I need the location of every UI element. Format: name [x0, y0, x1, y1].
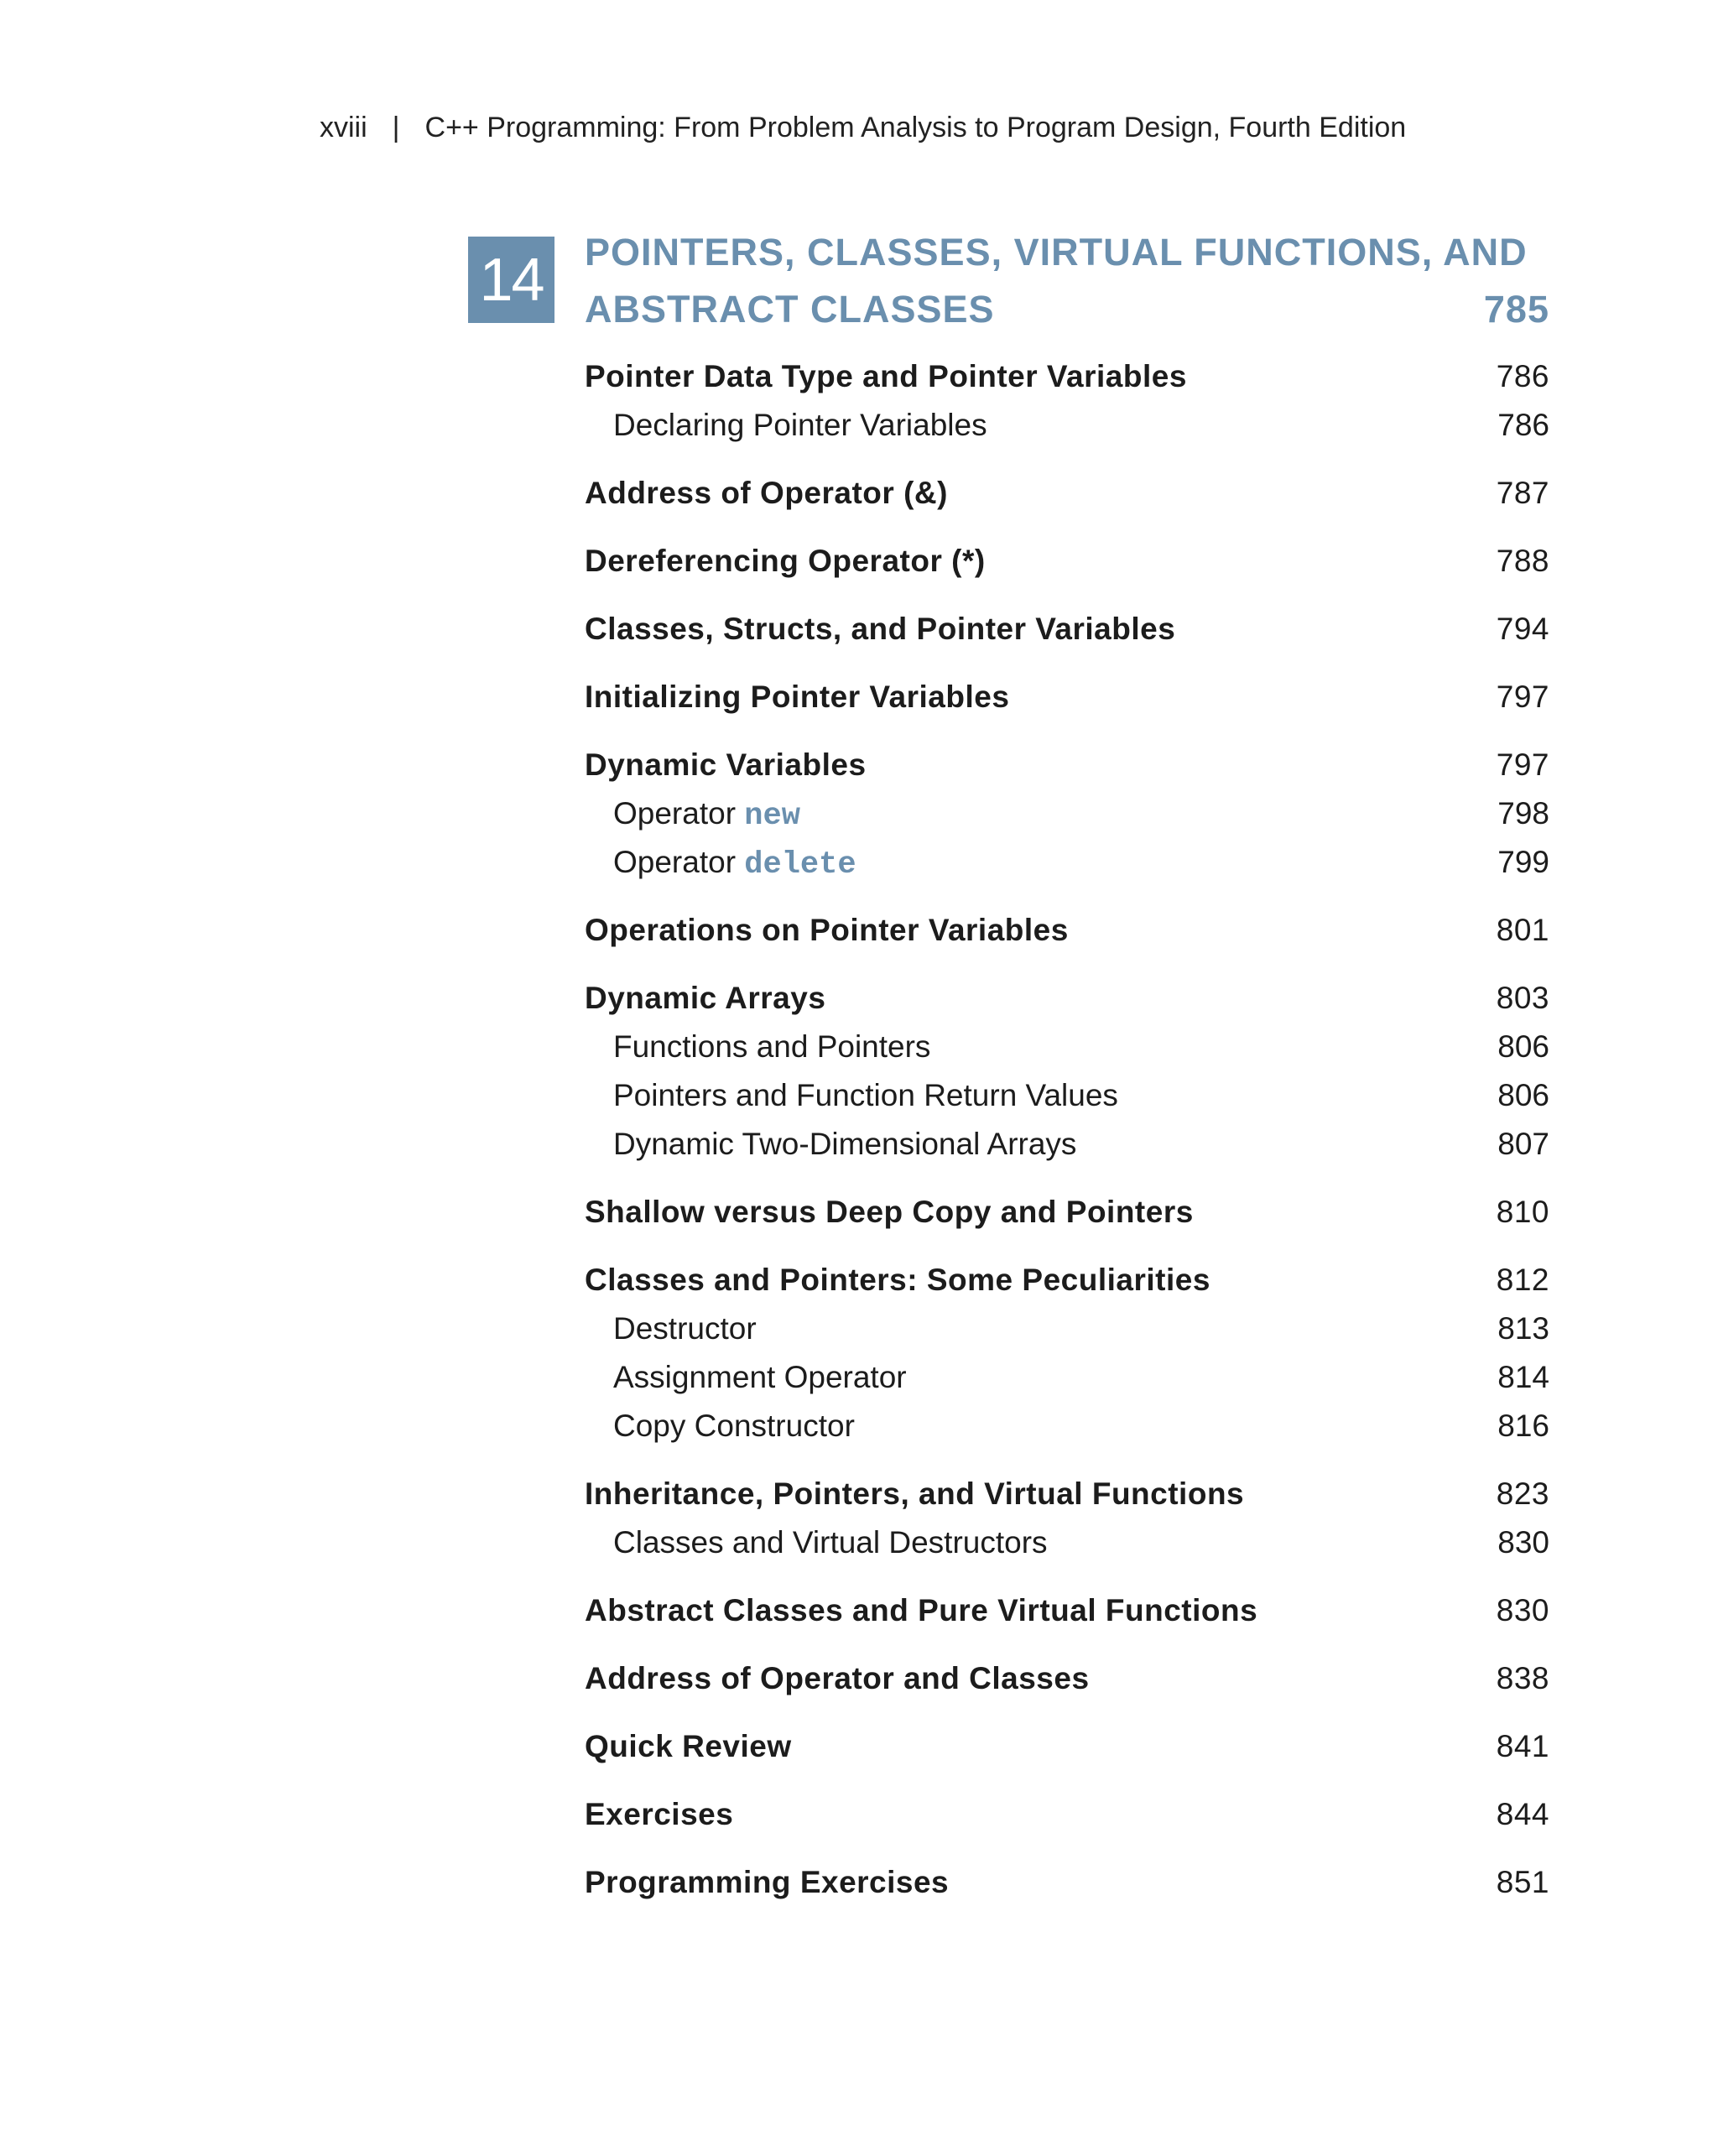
toc-entry-page: 787: [1496, 476, 1549, 510]
toc-entry-title: [613, 401, 987, 450]
toc-entry-section: [585, 1470, 1549, 1518]
toc-entry-section: [585, 469, 1549, 518]
toc-entry-page: 816: [1497, 1409, 1549, 1443]
chapter-page-number: 785: [1483, 288, 1549, 331]
toc-entry-title-text: Abstract Classes and Pure Virtual Functions: [585, 1593, 1258, 1627]
toc-entry-title-text: Copy Constructor: [613, 1409, 855, 1443]
toc-entry-title: [613, 1353, 907, 1402]
toc-entry-title-text: Quick Review: [585, 1729, 792, 1763]
toc-entry-keyword: new: [744, 799, 800, 834]
toc-entry-title: [585, 1188, 1194, 1237]
toc-entry-page: 798: [1497, 796, 1549, 831]
toc-entry-title: [585, 1722, 792, 1771]
toc-entry-title: [613, 838, 856, 889]
toc-entry-subsection: [585, 1120, 1549, 1169]
toc-spacer: [585, 450, 1549, 469]
toc-entry-title: [585, 1654, 1090, 1703]
toc-entry-section: [585, 352, 1549, 401]
chapter-title-line2: ABSTRACT CLASSES: [585, 288, 995, 331]
toc-entry-title: [585, 1256, 1210, 1305]
toc-entry-page: 797: [1496, 680, 1549, 714]
toc-entry-page: 813: [1497, 1311, 1549, 1346]
toc-entry-title-text: Classes and Pointers: Some Peculiarities: [585, 1263, 1210, 1297]
toc-entry-page: 799: [1497, 845, 1549, 879]
toc-entry-title-text: Assignment Operator: [613, 1360, 907, 1394]
toc-entry-subsection: [585, 1402, 1549, 1450]
toc-spacer: [585, 721, 1549, 741]
toc-entry-title-text: Dynamic Arrays: [585, 981, 826, 1015]
toc-entry-title: [613, 1023, 930, 1071]
toc-entry-subsection: [585, 1023, 1549, 1071]
toc-entry-title-text: Dynamic Two-Dimensional Arrays: [613, 1127, 1077, 1161]
toc-entry-title-text: Destructor: [613, 1311, 757, 1346]
toc-entry-title: [613, 1071, 1118, 1120]
toc-entry-page: 823: [1496, 1476, 1549, 1511]
running-head: [320, 107, 1406, 148]
toc-entry-title: [613, 1518, 1048, 1567]
toc-entry-section: [585, 1654, 1549, 1703]
toc-entry-title-text: Exercises: [585, 1797, 734, 1831]
book-title: C++ Programming: From Problem Analysis to Program Design, Fourth Edition: [424, 112, 1407, 143]
chapter-title: [585, 224, 1549, 338]
toc-entry-subsection: [585, 789, 1549, 838]
toc-entry-page: 812: [1496, 1263, 1549, 1297]
toc-entry-page: 786: [1496, 359, 1549, 393]
toc-spacer: [585, 1237, 1549, 1256]
toc-entry-section: [585, 1858, 1549, 1907]
toc-spacer: [585, 887, 1549, 906]
toc-entry-subsection: [585, 1518, 1549, 1567]
toc-entry-title-text: Classes and Virtual Destructors: [613, 1525, 1048, 1560]
toc-entry-section: [585, 1722, 1549, 1771]
toc-entry-title-text: Declaring Pointer Variables: [613, 408, 987, 442]
toc-entry-page: 810: [1496, 1195, 1549, 1229]
table-of-contents: [585, 352, 1549, 1907]
toc-entry-title-text: Operator: [613, 796, 745, 831]
toc-entry-keyword: delete: [744, 847, 856, 883]
toc-entry-title: [585, 673, 1009, 721]
toc-entry-page: 797: [1496, 747, 1549, 782]
toc-entry-title: [613, 1120, 1076, 1169]
toc-entry-subsection: [585, 1353, 1549, 1402]
toc-entry-title-text: Programming Exercises: [585, 1865, 950, 1899]
toc-entry-section: [585, 1586, 1549, 1635]
toc-spacer: [585, 955, 1549, 974]
toc-entry-title: [585, 741, 867, 789]
toc-entry-page: 803: [1496, 981, 1549, 1015]
toc-entry-title-text: Shallow versus Deep Copy and Pointers: [585, 1195, 1194, 1229]
chapter-number-badge: 14: [468, 237, 554, 323]
toc-entry-page: 814: [1497, 1360, 1549, 1394]
toc-entry-page: 788: [1496, 544, 1549, 578]
toc-entry-section: [585, 1256, 1549, 1305]
toc-entry-subsection: [585, 838, 1549, 887]
running-head-separator: |: [392, 112, 400, 143]
toc-spacer: [585, 1839, 1549, 1858]
toc-entry-subsection: [585, 1071, 1549, 1120]
toc-entry-page: 841: [1496, 1729, 1549, 1763]
toc-entry-title: [585, 974, 825, 1023]
toc-entry-title: [585, 1470, 1244, 1518]
toc-entry-title: [585, 352, 1187, 401]
toc-entry-page: 801: [1496, 913, 1549, 947]
chapter-title-row2: [585, 281, 1549, 338]
toc-entry-title-text: Operator: [613, 845, 745, 879]
toc-entry-title: [585, 1858, 949, 1907]
toc-entry-title: [585, 1586, 1257, 1635]
toc-spacer: [585, 654, 1549, 673]
toc-entry-title: [613, 789, 800, 841]
toc-spacer: [585, 518, 1549, 537]
toc-entry-page: 844: [1496, 1797, 1549, 1831]
toc-entry-section: [585, 906, 1549, 955]
toc-entry-title: [613, 1402, 855, 1450]
toc-entry-title: [585, 469, 948, 518]
toc-entry-section: [585, 1188, 1549, 1237]
toc-entry-section: [585, 1790, 1549, 1839]
toc-spacer: [585, 1450, 1549, 1470]
toc-entry-page: 806: [1497, 1029, 1549, 1064]
toc-entry-page: 794: [1496, 612, 1549, 646]
toc-entry-page: 830: [1496, 1593, 1549, 1627]
toc-entry-title-text: Dynamic Variables: [585, 747, 867, 782]
page-number: xviii: [320, 112, 367, 143]
toc-entry-page: 807: [1497, 1127, 1549, 1161]
toc-entry-title-text: Functions and Pointers: [613, 1029, 931, 1064]
toc-entry-page: 838: [1496, 1661, 1549, 1695]
toc-entry-section: [585, 741, 1549, 789]
toc-entry-title-text: Pointers and Function Return Values: [613, 1078, 1118, 1112]
toc-entry-title-text: Address of Operator (&): [585, 476, 948, 510]
toc-entry-subsection: [585, 1305, 1549, 1353]
toc-entry-page: 806: [1497, 1078, 1549, 1112]
toc-entry-subsection: [585, 401, 1549, 450]
toc-entry-title-text: Dereferencing Operator (*): [585, 544, 986, 578]
toc-spacer: [585, 1771, 1549, 1790]
toc-spacer: [585, 1567, 1549, 1586]
toc-spacer: [585, 1169, 1549, 1188]
toc-entry-section: [585, 673, 1549, 721]
toc-entry-page: 830: [1497, 1525, 1549, 1560]
toc-entry-page: 851: [1496, 1865, 1549, 1899]
toc-entry-section: [585, 537, 1549, 586]
toc-entry-page: 786: [1497, 408, 1549, 442]
toc-entry-title: [585, 537, 986, 586]
toc-entry-title: [585, 1790, 733, 1839]
toc-spacer: [585, 1635, 1549, 1654]
toc-spacer: [585, 586, 1549, 605]
toc-entry-section: [585, 605, 1549, 654]
toc-entry-title: [613, 1305, 757, 1353]
toc-spacer: [585, 1703, 1549, 1722]
toc-entry-title-text: Inheritance, Pointers, and Virtual Functions: [585, 1476, 1245, 1511]
toc-entry-title: [585, 906, 1069, 955]
toc-entry-section: [585, 974, 1549, 1023]
chapter-title-line1: POINTERS, CLASSES, VIRTUAL FUNCTIONS, AND: [585, 231, 1528, 273]
toc-entry-title-text: Address of Operator and Classes: [585, 1661, 1090, 1695]
toc-entry-title-text: Operations on Pointer Variables: [585, 913, 1069, 947]
toc-entry-title: [585, 605, 1175, 654]
toc-entry-title-text: Initializing Pointer Variables: [585, 680, 1010, 714]
toc-entry-title-text: Classes, Structs, and Pointer Variables: [585, 612, 1176, 646]
toc-entry-title-text: Pointer Data Type and Pointer Variables: [585, 359, 1187, 393]
